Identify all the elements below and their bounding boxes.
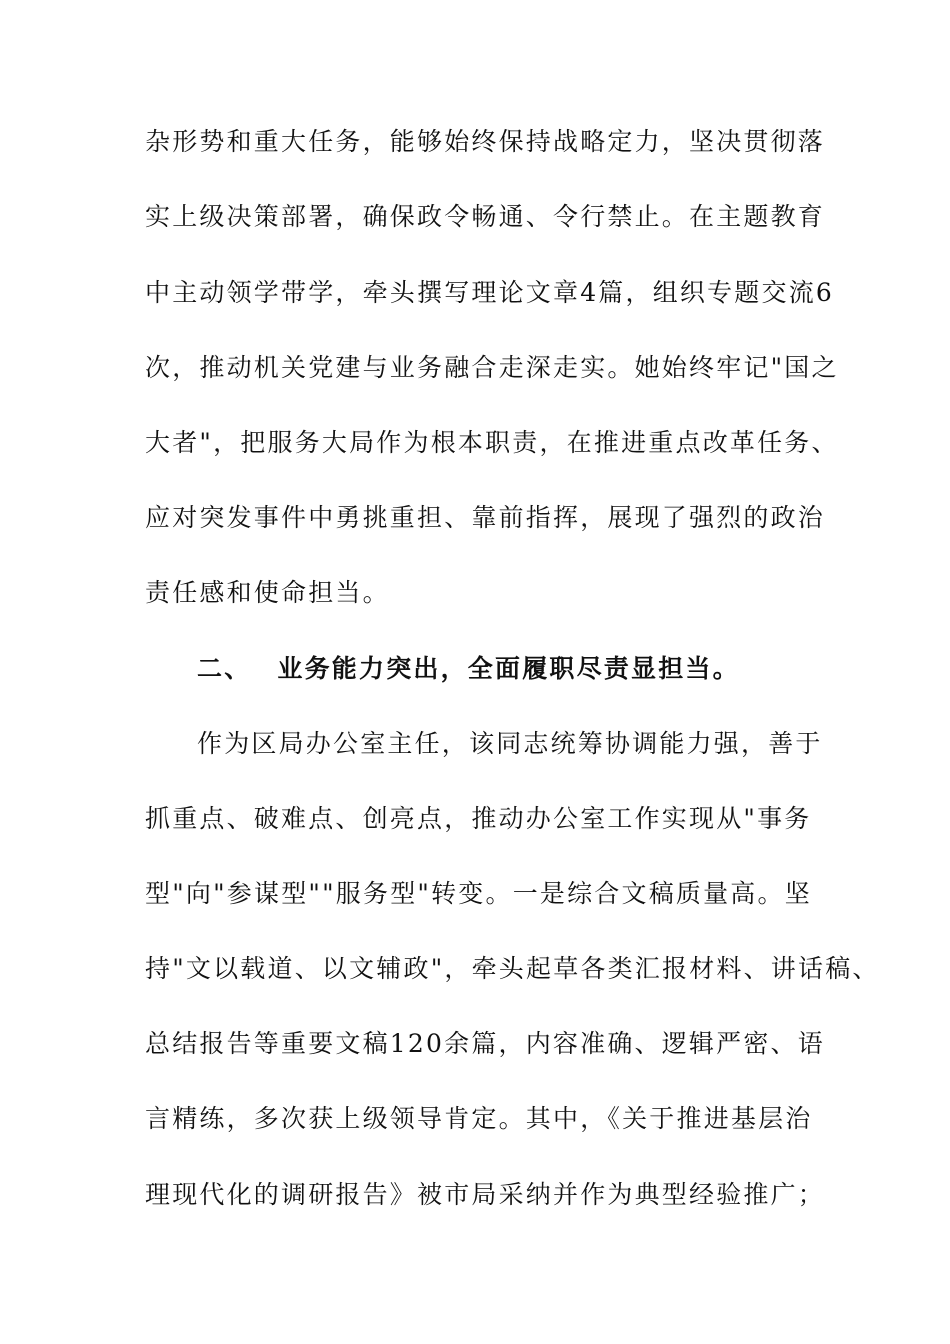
section-2-heading [197,652,740,686]
paragraph-2-line-6: 言精练，多次获上级领导肯定。其中，《关于推进基层治 [145,1104,813,1133]
paragraph-1-line-2: 实上级决策部署，确保政令畅通、令行禁止。在主题教育 [145,202,826,231]
paragraph-2-line-7: 理现代化的调研报告》被市局采纳并作为典型经验推广； [145,1180,826,1209]
paragraph-1-line-5: 大者"，把服务大局作为根本职责，在推进重点改革任务、 [145,428,839,457]
paragraph-1-line-7: 责任感和使命担当。 [145,578,390,607]
paragraph-1-line-3: 中主动领学带学，牵头撰写理论文章4篇，组织专题交流6 [145,278,835,307]
paragraph-1-line-4: 次，推动机关党建与业务融合走深走实。她始终牢记"国之 [145,353,839,382]
paragraph-2-line-5: 总结报告等重要文稿120余篇，内容准确、逻辑严密、语 [145,1029,825,1058]
paragraph-1-line-6: 应对突发事件中勇挑重担、靠前指挥，展现了强烈的政治 [145,503,826,532]
paragraph-2-line-2: 抓重点、破难点、创亮点，推动办公室工作实现从"事务 [145,804,812,833]
section-2-number: 二、 [197,654,252,683]
paragraph-2-line-4: 持"文以载道、以文辅政"，牵头起草各类汇报材料、讲话稿、 [145,954,880,983]
section-2-title: 业务能力突出，全面履职尽责显担当。 [277,654,740,683]
paragraph-1-line-1: 杂形势和重大任务，能够始终保持战略定力，坚决贯彻落 [145,127,826,156]
paragraph-2-line-1: 作为区局办公室主任，该同志统筹协调能力强，善于 [197,729,823,758]
paragraph-2-line-3: 型"向"参谋型""服务型"转变。一是综合文稿质量高。坚 [145,879,812,908]
